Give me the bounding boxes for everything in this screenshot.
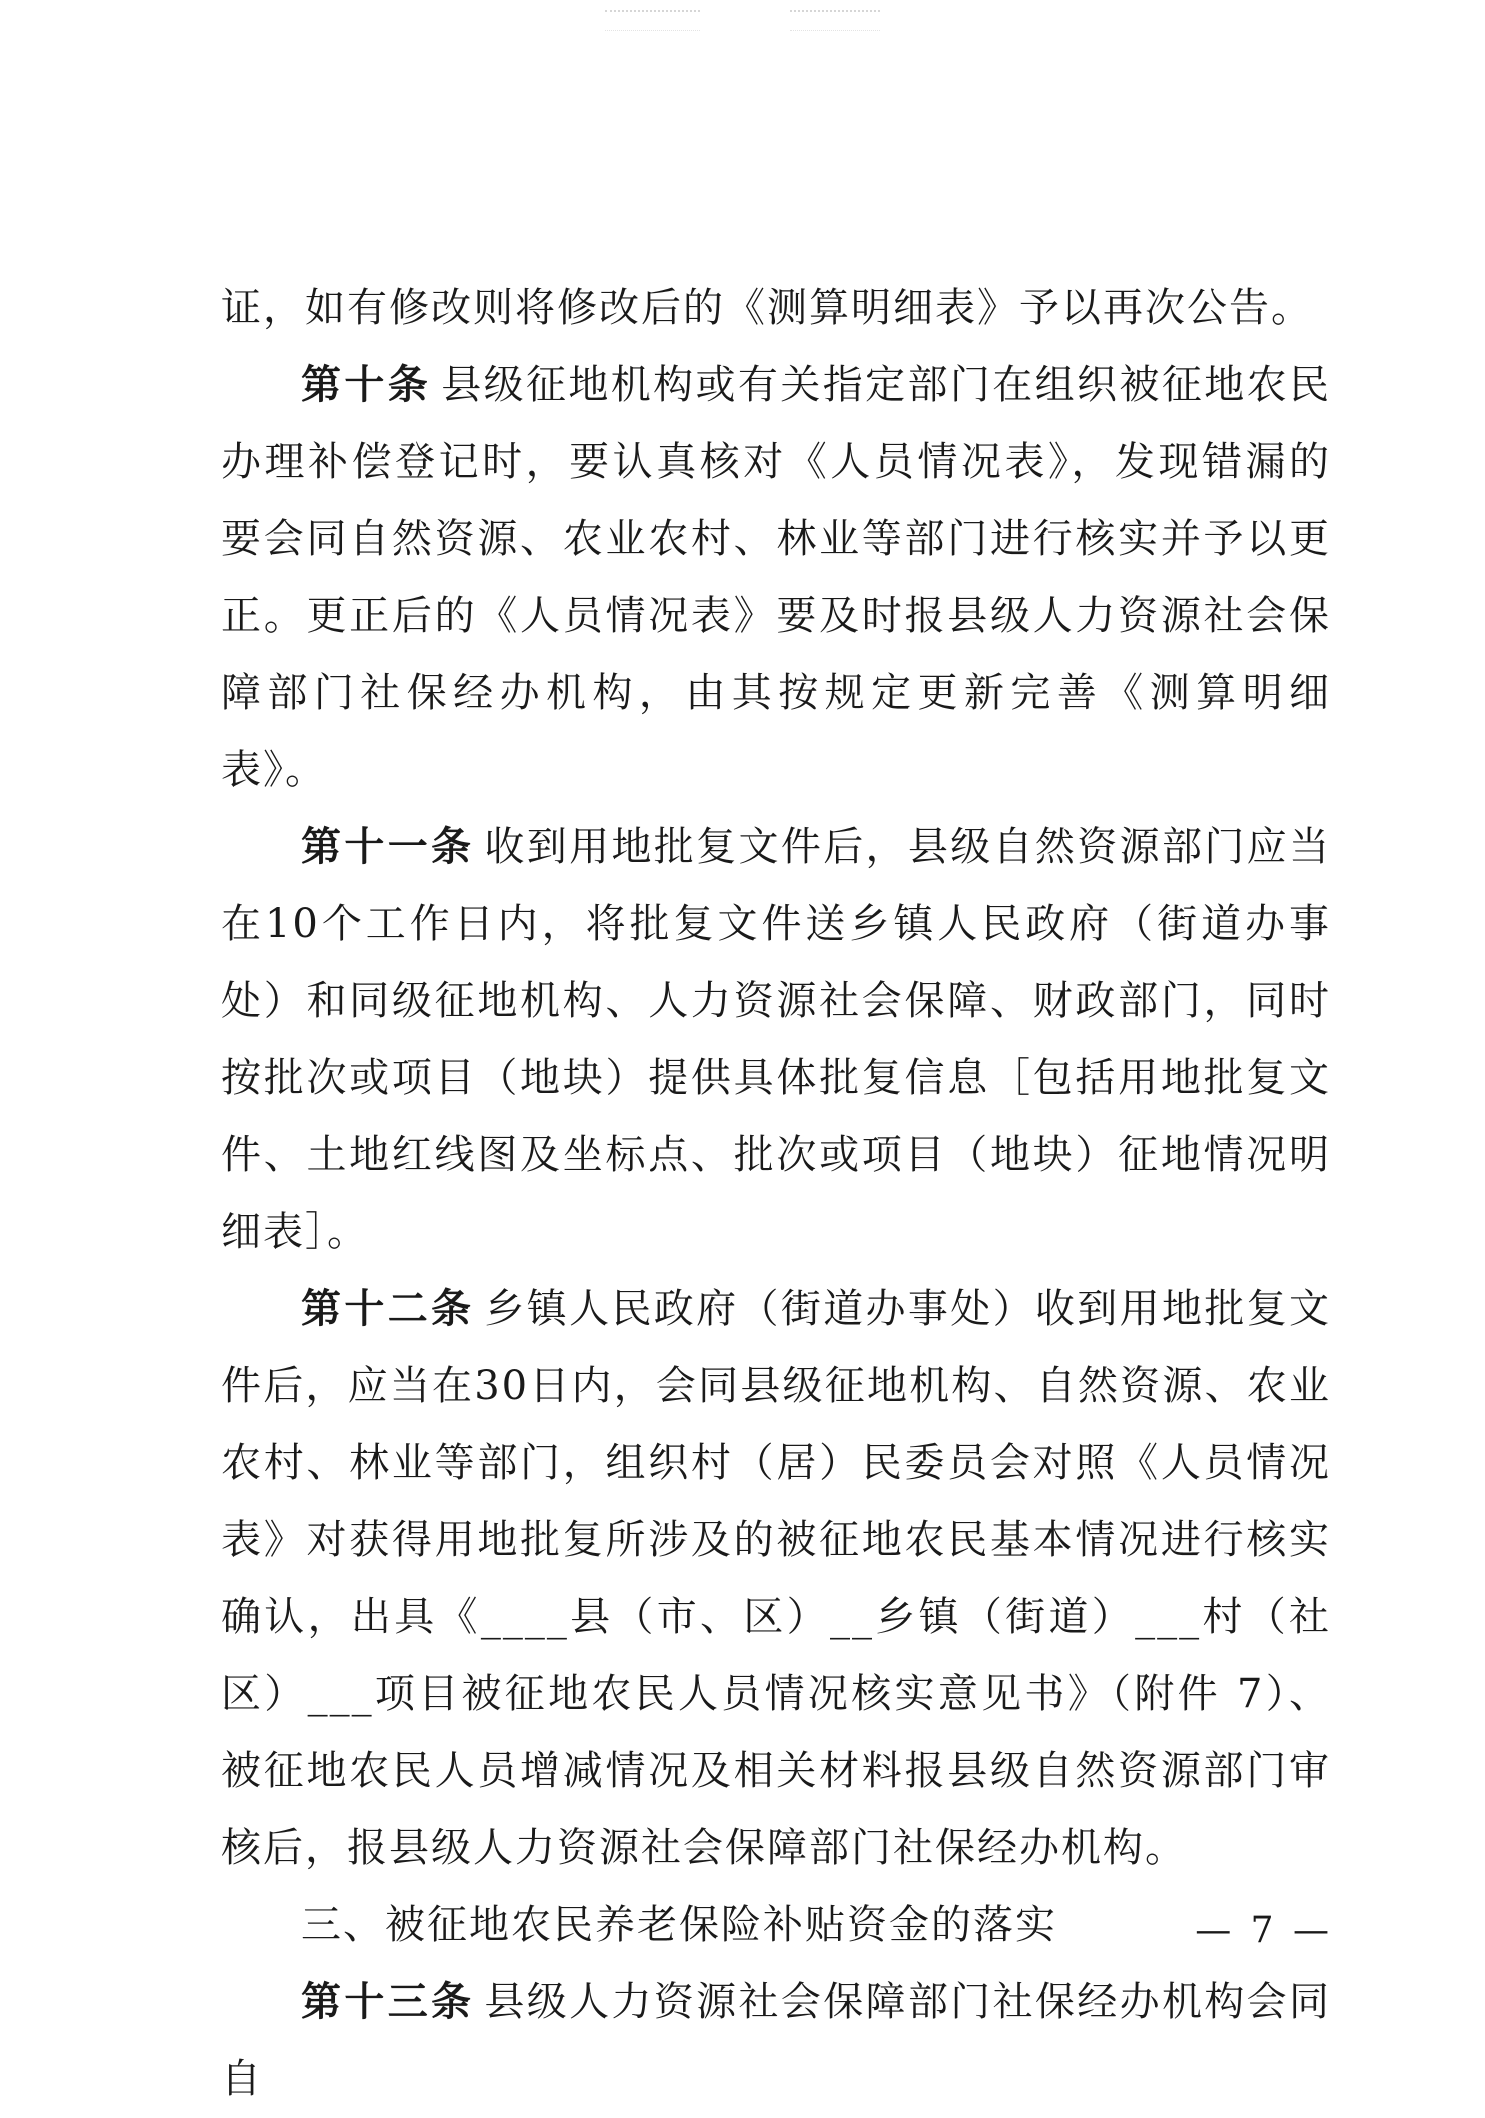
article-12 xyxy=(221,1271,1331,1887)
document-body xyxy=(221,270,1331,2118)
article-11 xyxy=(221,809,1331,1271)
article-number: 第十二条 xyxy=(301,1286,475,1332)
paragraph-text: 乡镇人民政府（街道办事处）收到用地批复文件后，应当在30日内，会同县级征地机构、自然资源、农业农村、林业等部门，组织村（居）民委员会对照《人员情况表》对获得用地批复所涉及的被征地农民基本情况进行核实确认，出具《____县（市、区）__乡镇（街道）___村（社区）___项目被征地农民人员情况核实意见书》（附件 7）、被征地农民人员增减情况及相关材料报县级自然资源部门审核后，报县级人力资源社会保障部门社保经办机构。 xyxy=(221,1286,1332,1871)
paragraph-continuation xyxy=(221,270,1331,347)
article-number: 第十条 xyxy=(301,362,432,408)
scan-artifact xyxy=(605,10,700,31)
paragraph-text: 收到用地批复文件后，县级自然资源部门应当在10个工作日内，将批复文件送乡镇人民政府（街道办事处）和同级征地机构、人力资源社会保障、财政部门，同时按批次或项目（地块）提供具体批复信息［包括用地批复文件、土地红线图及坐标点、批次或项目（地块）征地情况明细表］。 xyxy=(221,824,1332,1255)
section-heading: 三、被征地农民养老保险补贴资金的落实 xyxy=(301,1902,1057,1948)
page-number: — 7 — xyxy=(1195,1910,1333,1951)
article-number: 第十三条 xyxy=(301,1979,475,2025)
article-10 xyxy=(221,347,1331,809)
article-13 xyxy=(221,1964,1331,2118)
scan-artifact xyxy=(790,10,880,31)
paragraph-text: 县级征地机构或有关指定部门在组织被征地农民办理补偿登记时，要认真核对《人员情况表》，发现错漏的要会同自然资源、农业农村、林业等部门进行核实并予以更正。更正后的《人员情况表》要及时报县级人力资源社会保障部门社保经办机构，由其按规定更新完善《测算明细表》。 xyxy=(221,362,1332,793)
paragraph-text: 县级人力资源社会保障部门社保经办机构会同自 xyxy=(221,1979,1332,2102)
paragraph-text: 证，如有修改则将修改后的《测算明细表》予以再次公告。 xyxy=(221,285,1313,331)
article-number: 第十一条 xyxy=(301,824,475,870)
